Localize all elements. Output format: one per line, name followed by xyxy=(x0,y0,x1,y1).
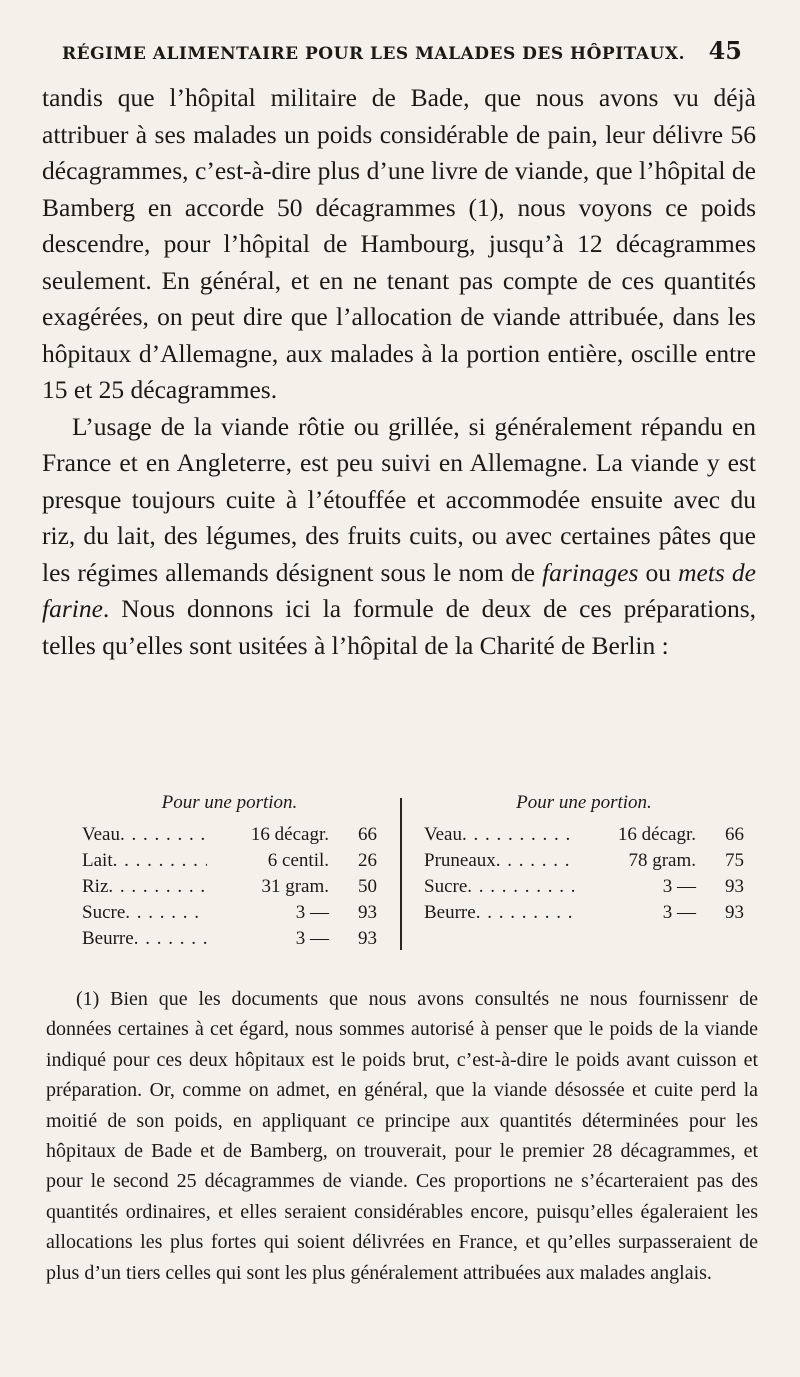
recipe-table-left xyxy=(82,792,377,952)
leader-dots xyxy=(113,848,207,874)
ingredient-name: Veau xyxy=(424,824,462,845)
main-text xyxy=(42,80,756,664)
ingredient-name: Lait xyxy=(82,850,113,871)
leader-dots xyxy=(120,822,207,848)
paragraph-2-after: . Nous donnons ici la formule de deux de ces préparations, telles qu’elles sont usitées à l’hôpital de la Charité de Berlin : xyxy=(42,594,756,660)
ingredient-number: 50 xyxy=(358,876,377,897)
recipe-row xyxy=(82,900,377,926)
ingredient-name: Sucre xyxy=(82,902,126,923)
paragraph-2-middle: ou xyxy=(638,557,679,587)
ingredient-amount: 3 — xyxy=(662,876,696,897)
ingredient-name: Pruneaux xyxy=(424,850,496,871)
ingredient-number: 75 xyxy=(725,850,744,871)
recipe-row xyxy=(424,822,744,848)
ingredient-name: Beurre xyxy=(82,928,134,949)
leader-dots xyxy=(462,822,574,848)
ingredient-name: Beurre xyxy=(424,902,476,923)
footnote xyxy=(46,984,758,1288)
leader-dots xyxy=(476,900,574,926)
ingredient-number: 26 xyxy=(358,850,377,871)
paragraph-2 xyxy=(42,409,756,665)
ingredient-amount: 78 gram. xyxy=(628,850,696,871)
recipe-caption: Pour une portion. xyxy=(161,792,298,813)
paragraph-1: tandis que l’hôpital militaire de Bade, que nous avons vu déjà attribuer à ses malades un poids considérable de pain, leur délivre 56 décagrammes, c’est-à-dire plus d’une livre de viande, que l’hôpital de Bamberg en accorde 50 décagrammes (1), nous voyons ce poids descendre, pour l’hôpital de Hambourg, jusqu’à 12 décagrammes seulement. En général, et en ne tenant pas compte de ces quantités exagérées, on peut dire que l’allocation de viande attribuée, dans les hôpitaux d’Allemagne, aux malades à la portion entière, oscille entre 15 et 25 décagrammes. xyxy=(42,83,756,404)
ingredient-amount: 3 — xyxy=(295,928,329,949)
ingredient-amount: 3 — xyxy=(662,902,696,923)
recipe-row xyxy=(424,848,744,874)
ingredient-name: Veau xyxy=(82,824,120,845)
ingredient-number: 93 xyxy=(725,902,744,923)
recipe-table-right xyxy=(424,792,744,926)
ingredient-number: 66 xyxy=(725,824,744,845)
recipe-row xyxy=(82,874,377,900)
recipe-row xyxy=(82,848,377,874)
leader-dots xyxy=(125,900,207,926)
footnote-text: (1) Bien que les documents que nous avons consultés ne nous fournissenr de données certaines à cet égard, nous sommes autorisé à penser que le poids de la viande indiqué pour ces deux hôpitaux est le poids brut, c’est-à-dire le poids avant cuisson et préparation. Or, comme on admet, en général, que la viande désossée et cuite perd la moitié de son poids, en appliquant ce principe aux quantités déterminées pour les hôpitaux de Bade et de Bamberg, on trouverait, pour le premier 28 décagrammes, et pour le second 25 décagrammes de viande. Ces proportions ne s’écarteraient pas des quantités ordinaires, et elles seraient considérables encore, puisqu’elles égaleraient les allocations les plus fortes qui soient délivrées en France, et qu’elles surpasseraient de plus d’un tiers celles qui sont les plus généralement attribuées aux malades anglais. xyxy=(46,988,758,1284)
running-title: RÉGIME ALIMENTAIRE POUR LES MALADES DES HÔPITAUX. xyxy=(62,44,685,64)
ingredient-number: 93 xyxy=(358,928,377,949)
recipe-row xyxy=(424,900,744,926)
ingredient-name: Riz xyxy=(82,876,109,897)
ingredient-amount: 6 centil. xyxy=(267,850,329,871)
leader-dots xyxy=(496,848,574,874)
recipe-row xyxy=(424,874,744,900)
recipe-caption: Pour une portion. xyxy=(516,792,652,813)
ingredient-number: 93 xyxy=(358,902,377,923)
column-divider xyxy=(400,798,402,950)
ingredient-name: Sucre xyxy=(424,876,468,897)
leader-dots xyxy=(134,926,207,952)
ingredient-amount: 3 — xyxy=(295,902,329,923)
ingredient-number: 93 xyxy=(725,876,744,897)
running-header xyxy=(62,36,742,70)
ingredient-amount: 31 gram. xyxy=(261,876,329,897)
ingredient-amount: 16 décagr. xyxy=(617,824,696,845)
recipe-tables xyxy=(82,792,762,962)
italic-mets-de-farine: mets de farine xyxy=(42,557,756,623)
leader-dots xyxy=(467,874,574,900)
paragraph-2-before: L’usage de la viande rôtie ou grillée, si généralement répandu en France et en Angleterre, est peu suivi en Allemagne. La viande y est presque toujours cuite à l’étouffée et accommodée ensuite avec du riz, du lait, des légumes, des fruits cuits, ou avec certaines pâtes que les régimes allemands désignent sous le nom de xyxy=(42,411,756,587)
recipe-row xyxy=(82,926,377,952)
leader-dots xyxy=(108,874,207,900)
ingredient-number: 66 xyxy=(358,824,377,845)
page-number: 45 xyxy=(708,36,742,65)
ingredient-amount: 16 décagr. xyxy=(250,824,329,845)
recipe-row xyxy=(82,822,377,848)
italic-farinages: farinages xyxy=(542,557,639,587)
